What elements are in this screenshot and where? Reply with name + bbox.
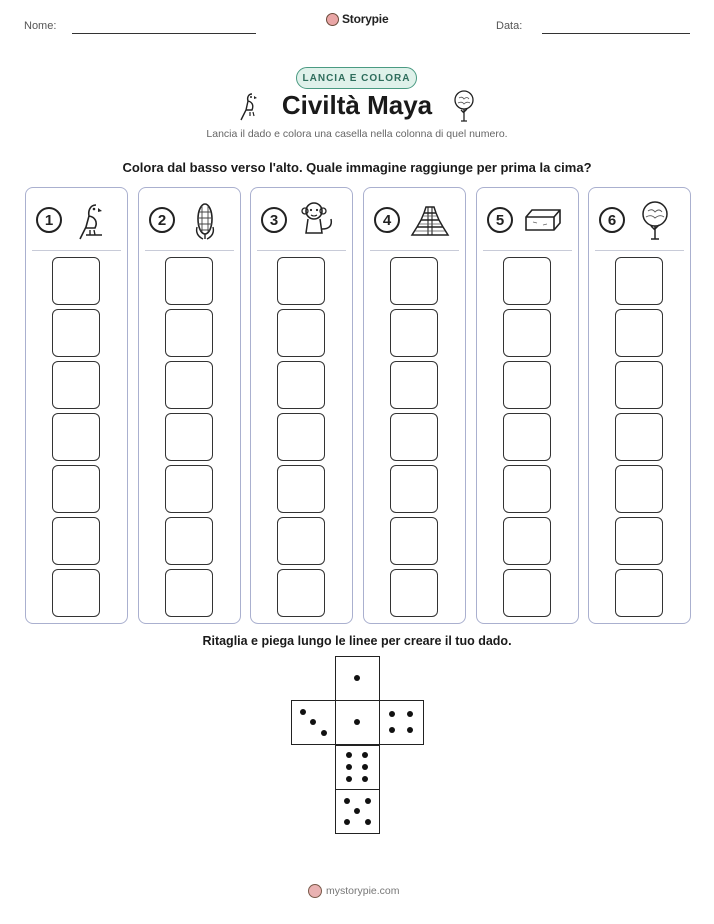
die-pip [389,711,395,717]
die-face-1 [335,700,380,745]
color-box[interactable] [615,361,663,409]
color-box[interactable] [503,465,551,513]
activity-badge: LANCIA E COLORA [296,67,417,89]
die-face-3 [291,700,336,745]
die-pip [407,711,413,717]
color-box[interactable] [503,361,551,409]
color-box[interactable] [615,309,663,357]
color-box[interactable] [52,413,100,461]
tree-icon [635,199,675,241]
die-pip [362,752,368,758]
column-number: 2 [149,207,175,233]
color-box[interactable] [503,257,551,305]
storypie-mascot-icon [308,884,322,898]
color-box[interactable] [277,517,325,565]
color-box[interactable] [503,517,551,565]
column-4 [363,187,466,624]
color-box[interactable] [52,517,100,565]
color-box[interactable] [165,413,213,461]
column-2 [138,187,241,624]
column-number: 6 [599,207,625,233]
color-box[interactable] [277,465,325,513]
stone-block-icon [523,199,563,241]
page-subtitle: Lancia il dado e colora una casella nella colonna di quel numero. [206,128,508,140]
footer-url[interactable]: mystorypie.com [326,885,400,897]
color-box[interactable] [503,309,551,357]
color-box[interactable] [165,361,213,409]
parrot-icon [72,199,112,241]
color-box[interactable] [165,517,213,565]
color-box[interactable] [615,569,663,617]
die-pip [389,727,395,733]
die-face-5 [335,789,380,834]
column-number: 4 [374,207,400,233]
page-title: Civiltà Maya [281,90,433,120]
color-box[interactable] [615,465,663,513]
color-box[interactable] [277,569,325,617]
color-box[interactable] [390,257,438,305]
column-header [589,188,690,250]
color-box[interactable] [390,413,438,461]
die-pip [365,819,371,825]
date-label: Data: [496,20,523,32]
column-number: 3 [261,207,287,233]
color-box[interactable] [277,413,325,461]
color-box[interactable] [52,309,100,357]
color-box[interactable] [390,361,438,409]
column-divider [32,250,121,251]
color-box[interactable] [277,361,325,409]
die-face-6 [335,745,380,790]
column-number: 1 [36,207,62,233]
pyramid-icon [410,199,450,241]
column-number: 5 [487,207,513,233]
color-box[interactable] [165,569,213,617]
name-line[interactable] [72,33,256,34]
die-pip [346,776,352,782]
color-box[interactable] [390,569,438,617]
column-header [26,188,127,250]
color-box[interactable] [52,257,100,305]
footer [308,884,400,898]
color-box[interactable] [503,413,551,461]
die-pip [354,675,360,681]
cut-instruction: Ritaglia e piega lungo le linee per creare il tuo dado. [202,634,512,648]
column-divider [370,250,459,251]
color-box[interactable] [52,569,100,617]
column-header [139,188,240,250]
color-box[interactable] [277,257,325,305]
column-header [364,188,465,250]
die-pip [300,709,306,715]
die-pip [344,798,350,804]
color-box[interactable] [52,465,100,513]
column-6 [588,187,691,624]
corn-icon [185,199,225,241]
color-box[interactable] [165,465,213,513]
color-box[interactable] [390,465,438,513]
column-1 [25,187,128,624]
color-box[interactable] [165,257,213,305]
die-pip [365,798,371,804]
color-box[interactable] [390,309,438,357]
die-pip [354,808,360,814]
tree-icon [450,89,478,123]
die-pip [346,752,352,758]
die-pip [362,776,368,782]
die-face-4 [379,700,424,745]
color-box[interactable] [615,413,663,461]
name-label: Nome: [24,20,57,32]
color-box[interactable] [52,361,100,409]
color-box[interactable] [615,517,663,565]
color-box[interactable] [503,569,551,617]
die-pip [346,764,352,770]
color-box[interactable] [390,517,438,565]
die-pip [344,819,350,825]
die-pip [310,719,316,725]
die-pip [321,730,327,736]
die-pip [407,727,413,733]
color-box[interactable] [165,309,213,357]
column-header [251,188,352,250]
color-box[interactable] [615,257,663,305]
storypie-mascot-icon [326,13,339,26]
monkey-icon [297,199,337,241]
date-line[interactable] [542,33,690,34]
color-box[interactable] [277,309,325,357]
die-pip [354,719,360,725]
die-pip [362,764,368,770]
column-divider [483,250,572,251]
column-divider [145,250,234,251]
column-divider [257,250,346,251]
column-3 [250,187,353,624]
instruction-text: Colora dal basso verso l'alto. Quale immagine raggiunge per prima la cima? [122,160,592,175]
die-face-1 [335,656,380,701]
storypie-logo: Storypie [326,12,388,26]
column-5 [476,187,579,624]
column-header [477,188,578,250]
column-divider [595,250,684,251]
